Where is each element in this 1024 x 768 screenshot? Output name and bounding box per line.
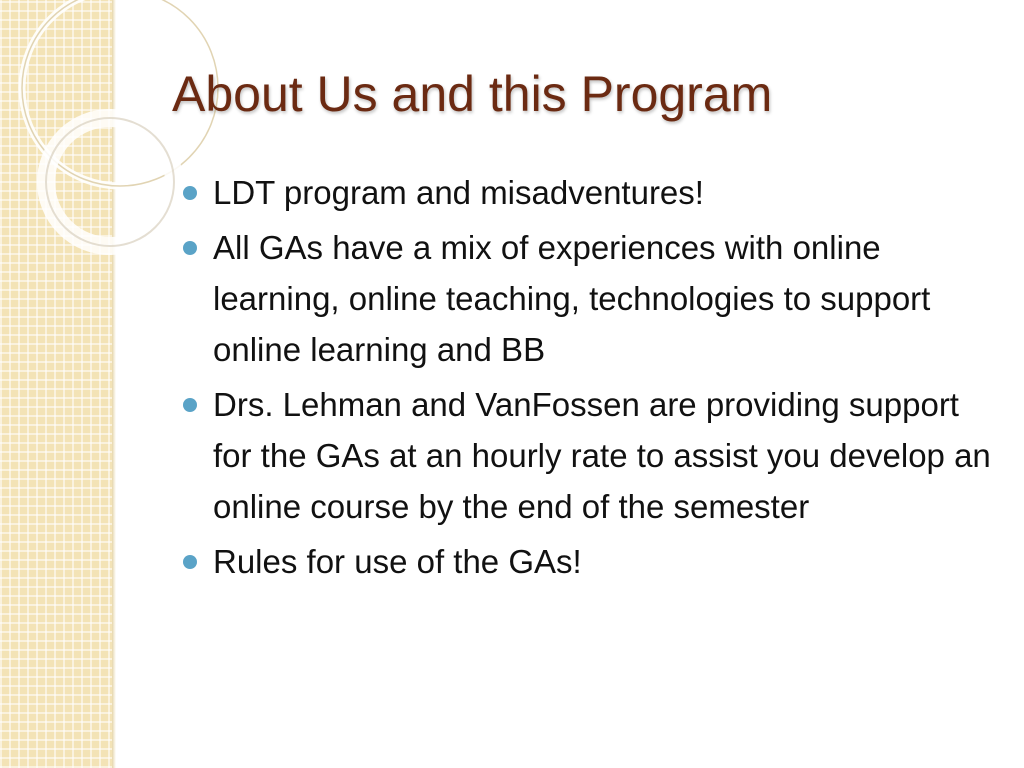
list-item bbox=[183, 536, 1003, 587]
list-item bbox=[183, 167, 1003, 218]
list-item bbox=[183, 379, 1003, 532]
bullet-dot-icon bbox=[183, 555, 197, 569]
slide-title: About Us and this Program bbox=[172, 66, 773, 122]
bullet-text: Rules for use of the GAs! bbox=[213, 543, 582, 580]
bullet-list bbox=[183, 167, 1003, 591]
bullet-text: LDT program and misadventures! bbox=[213, 174, 704, 211]
list-item bbox=[183, 222, 1003, 375]
bullet-dot-icon bbox=[183, 241, 197, 255]
bullet-text: Drs. Lehman and VanFossen are providing support for the GAs at an hourly rate to assist you develop an online course by the end of the semester bbox=[213, 386, 991, 525]
bullet-dot-icon bbox=[183, 186, 197, 200]
bullet-text: All GAs have a mix of experiences with online learning, online teaching, technologies to support online learning and BB bbox=[213, 229, 931, 368]
bullet-dot-icon bbox=[183, 398, 197, 412]
